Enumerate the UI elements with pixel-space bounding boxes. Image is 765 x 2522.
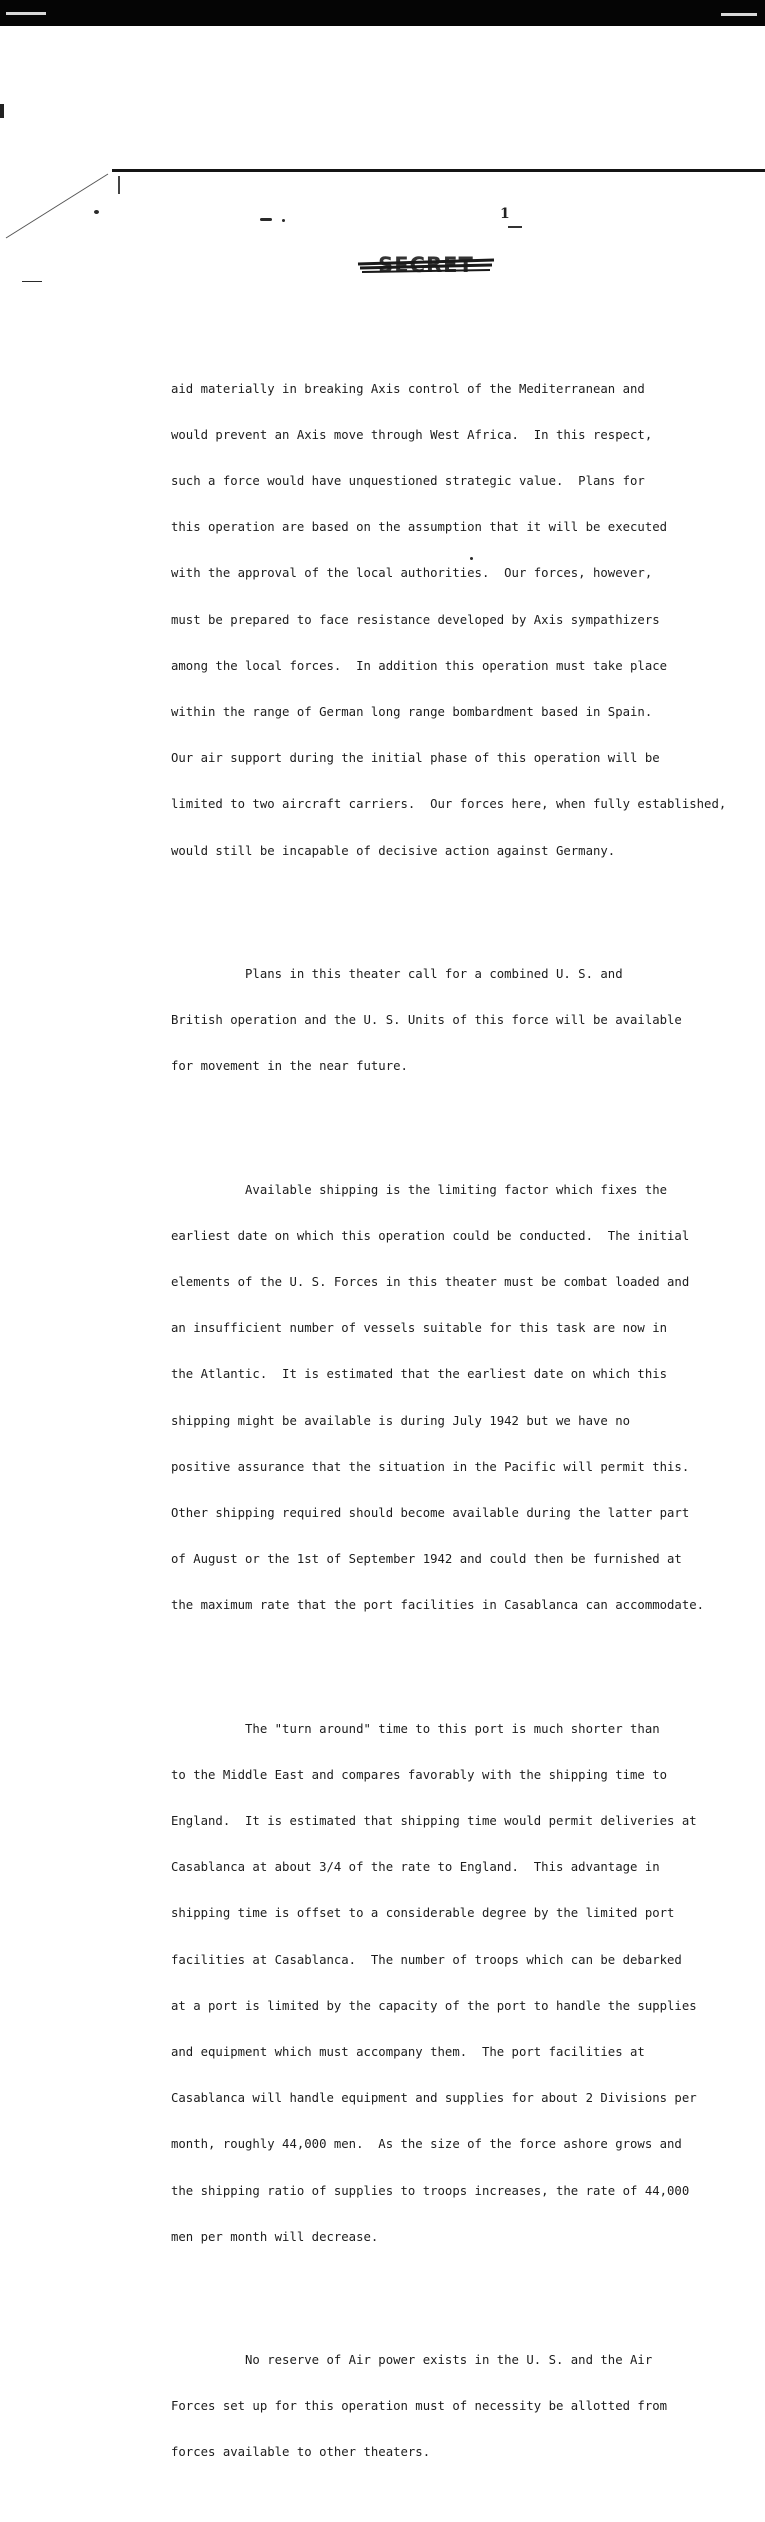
text-line: shipping might be available is during July 1942 but we have no: [171, 1413, 631, 1428]
text-line: such a force would have unquestioned strategic value. Plans for: [171, 474, 645, 489]
text-line: British operation and the U. S. Units of this force will be available: [171, 1013, 682, 1028]
scan-speck: [22, 281, 42, 282]
paragraph: [171, 351, 756, 890]
text-line: aid materially in breaking Axis control of the Mediterranean and: [171, 381, 645, 396]
text-line: must be prepared to face resistance developed by Axis sympathizers: [171, 612, 660, 627]
text-line: among the local forces. In addition this operation must take place: [171, 658, 668, 673]
text-line: limited to two aircraft carriers. Our forces here, when fully established,: [171, 797, 727, 812]
scan-speck: [282, 219, 285, 222]
text-line: the Atlantic. It is estimated that the earliest date on which this: [171, 1367, 668, 1382]
text-line: elements of the U. S. Forces in this theater must be combat loaded and: [171, 1274, 690, 1289]
scan-slash-mark: [0, 172, 110, 242]
text-line: Casablanca will handle equipment and supplies for about 2 Divisions per: [171, 2091, 697, 2106]
paragraph: [171, 1152, 756, 1645]
text-line: this operation are based on the assumption that it will be executed: [171, 520, 668, 535]
text-line: of August or the 1st of September 1942 and could then be furnished at: [171, 1552, 682, 1567]
text-line: Casablanca at about 3/4 of the rate to England. This advantage in: [171, 1860, 660, 1875]
scan-speck: [260, 218, 272, 221]
text-line: month, roughly 44,000 men. As the size of the force ashore grows and: [171, 2137, 682, 2152]
text-line: to the Middle East and compares favorably with the shipping time to: [171, 1767, 668, 1782]
text-line: Plans in this theater call for a combined U. S. and: [171, 966, 623, 981]
text-line: forces available to other theaters.: [171, 2445, 431, 2460]
text-line: the shipping ratio of supplies to troops increases, the rate of 44,000: [171, 2183, 690, 2198]
scan-scuff-left: [6, 12, 46, 15]
document-body: [171, 320, 756, 2522]
text-line: Our air support during the initial phase of this operation will be: [171, 751, 660, 766]
text-line: the maximum rate that the port facilities in Casablanca can accommodate.: [171, 1598, 705, 1613]
scan-scuff-right: [721, 13, 757, 16]
paragraph: [171, 936, 756, 1105]
text-line: positive assurance that the situation in the Pacific will permit this.: [171, 1459, 690, 1474]
text-line: No reserve of Air power exists in the U. S. and the Air: [171, 2353, 653, 2367]
scan-tick-mark: [118, 176, 120, 194]
scan-top-border: [0, 0, 765, 26]
text-line: England. It is estimated that shipping time would permit deliveries at: [171, 1813, 697, 1828]
text-line: Available shipping is the limiting factor which fixes the: [171, 1182, 668, 1197]
text-line: facilities at Casablanca. The number of troops which can be debarked: [171, 1952, 682, 1967]
text-line: men per month will decrease.: [171, 2229, 379, 2244]
text-line: The "turn around" time to this port is much shorter than: [171, 1721, 660, 1736]
text-line: Other shipping required should become available during the latter part: [171, 1505, 690, 1520]
text-line: shipping time is offset to a considerable degree by the limited port: [171, 1906, 675, 1921]
text-line: would prevent an Axis move through West Africa. In this respect,: [171, 427, 653, 442]
text-line: at a port is limited by the capacity of the port to handle the supplies: [171, 1998, 697, 2013]
text-line: and equipment which must accompany them. The port facilities at: [171, 2044, 645, 2059]
classification-stamp-text: SECRET: [378, 253, 474, 277]
stamp-strikethrough: [356, 252, 496, 278]
text-line: Forces set up for this operation must of necessity be allotted from: [171, 2399, 668, 2414]
text-line: would still be incapable of decisive action against Germany.: [171, 843, 616, 858]
paragraph: [171, 2322, 756, 2491]
header-rule: [112, 169, 765, 172]
classification-stamp: [356, 252, 496, 278]
scan-speck: [94, 210, 99, 214]
text-line: within the range of German long range bombardment based in Spain.: [171, 705, 653, 720]
page-number-dash: [508, 226, 522, 228]
text-line: with the approval of the local authorities. Our forces, however,: [171, 566, 653, 581]
scan-edge-mark: [0, 104, 4, 118]
page-number: 1: [500, 206, 510, 222]
text-line: an insufficient number of vessels suitable for this task are now in: [171, 1321, 668, 1336]
text-line: earliest date on which this operation could be conducted. The initial: [171, 1228, 690, 1243]
paragraph: [171, 1691, 756, 2276]
text-line: for movement in the near future.: [171, 1059, 408, 1074]
